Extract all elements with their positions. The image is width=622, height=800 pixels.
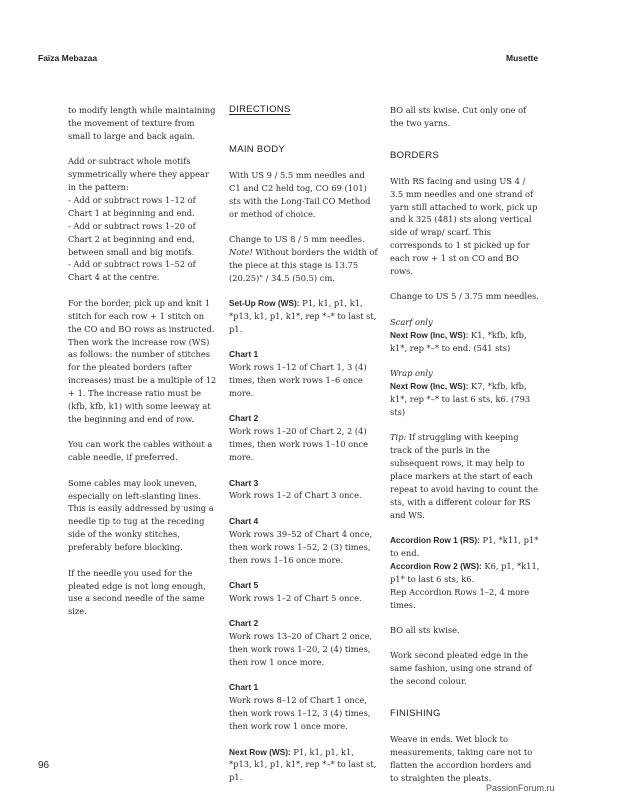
row-label: Set-Up Row (WS):	[229, 298, 300, 309]
variant-label: Wrap only	[390, 368, 433, 379]
text: - Add or subtract rows 1–52 of Chart 4 at the centre.	[68, 259, 196, 283]
text: P1, k1, p1, k1, *p13, k1, p1, k1*, rep *–* to last st, p1.	[229, 298, 377, 334]
variant-label: Scarf only	[390, 316, 433, 327]
text: Work rows 1–2 of Chart 3 once.	[229, 490, 362, 501]
instruction-block	[229, 477, 379, 503]
chart-heading: Chart 2	[229, 618, 259, 629]
section-heading-directions: DIRECTIONS	[229, 104, 291, 115]
row-label: Next Row (Inc, WS):	[390, 329, 469, 340]
note-label: Note!	[229, 246, 253, 257]
chart-heading: Chart 3	[229, 477, 259, 488]
tip-label: Tip:	[390, 432, 407, 443]
pattern-title: Musette	[506, 53, 539, 63]
text: Change to US 8 / 5 mm needles.	[229, 233, 365, 244]
paragraph: You can work the cables without a cable needle, if preferred.	[68, 439, 213, 463]
paragraph: With US 9 / 5.5 mm needles and C1 and C2 held tog, CO 69 (101) sts with the Long-Tail CO Method or method of choice.	[229, 169, 371, 219]
text: P1, *k11, p1* to end.	[390, 535, 539, 558]
instruction-setup-row	[229, 297, 379, 336]
text: - Add or subtract rows 1–12 of Chart 1 at beginning and end.	[68, 194, 196, 218]
watermark: PassionForum.ru	[486, 783, 555, 793]
instruction-block	[229, 617, 379, 669]
instruction-block	[229, 348, 379, 400]
text: Work rows 1–20 of Chart 2, 2 (4) times, then work rows 1–10 once more.	[229, 426, 369, 463]
text: Work rows 8–12 of Chart 1 once, then work rows 1–12, 3 (4) times, then work row 1 once more.	[229, 695, 371, 732]
chart-heading: Chart 1	[229, 682, 259, 693]
row-label: Accordion Row 1 (RS):	[390, 535, 480, 546]
text: Without borders the width of the piece at this stage is 13.75 (20.25)" / 34.5 (50.5) cm.	[229, 246, 378, 283]
row-label: Next Row (WS):	[229, 746, 291, 757]
row-label: Next Row (Inc, WS):	[390, 381, 469, 391]
instruction-next-row	[229, 746, 379, 785]
text: K1, *kfb, kfb, k1*, rep *–* to end. (541 sts)	[390, 329, 527, 353]
text: Add or subtract whole motifs symmetrically where they appear in the pattern:	[68, 156, 209, 193]
text: P1, k1, p1, k1, *p13, k1, p1, k1*, rep *–* to last st, p1.	[229, 746, 377, 783]
chart-heading: Chart 2	[229, 413, 259, 424]
row-label: Accordion Row 2 (WS):	[390, 560, 482, 571]
paragraph: BO all sts kwise. Cut only one of the two yarns.	[390, 105, 527, 128]
section-heading-main-body: MAIN BODY	[229, 143, 286, 155]
instruction-block	[229, 579, 379, 605]
text: Work rows 1–2 of Chart 5 once.	[229, 592, 362, 603]
instruction-scarf	[390, 316, 540, 355]
tip	[390, 431, 540, 521]
paragraph: With RS facing and using US 4 / 3.5 mm needles and one strand of yarn still attached to work, pick up and k 325 (481) sts along vertical side of wrap/ scarf. This corresponds to 1 st picked up for each row + 1 st on CO and BO rows.	[390, 175, 538, 277]
paragraph: Work second pleated edge in the same fashion, using one strand of the second colour.	[390, 650, 532, 687]
text: Work rows 13–20 of Chart 2 once, then work rows 1–20, 2 (4) times, then row 1 once more.	[229, 631, 373, 667]
section-heading-borders: BORDERS	[390, 149, 440, 161]
paragraph: to modify length while maintaining the movement of texture from small to large and back again.	[68, 105, 216, 141]
paragraph: BO all sts kwise.	[390, 625, 460, 635]
paragraph	[68, 155, 218, 284]
paragraph: Change to US 5 / 3.75 mm needles.	[390, 291, 539, 302]
instruction-block	[229, 681, 379, 733]
instruction-block	[229, 515, 379, 567]
paragraph: If the needle you used for the pleated edge is not long enough, use a second needle of the same size.	[68, 567, 206, 617]
instruction-wrap	[390, 367, 540, 419]
text: K6, p1, *k11, p1* to last 6 sts, k6.	[390, 560, 540, 584]
instruction-block	[229, 412, 379, 464]
text: Work rows 39–52 of Chart 4 once, then work rows 1–52, 2 (3) times, then rows 1–16 once more.	[229, 528, 373, 565]
column-directions	[229, 104, 379, 797]
chart-heading: Chart 4	[229, 515, 259, 526]
chart-heading: Chart 5	[229, 579, 259, 590]
column-notes	[68, 104, 218, 631]
text: Rep Accordion Rows 1–2, 4 more times.	[390, 586, 530, 610]
author-name: Faïza Mebazaa	[38, 53, 98, 63]
text: K7, *kfb, kfb, k1*, rep *–* to last 6 sts, k6. (793 sts)	[390, 381, 531, 417]
instruction-accordion	[390, 534, 540, 611]
paragraph	[229, 233, 379, 285]
section-heading-finishing: FINISHING	[390, 708, 441, 720]
chart-heading: Chart 1	[229, 349, 259, 360]
page-number: 96	[38, 760, 50, 771]
column-borders	[390, 104, 540, 797]
paragraph: For the border, pick up and knit 1 stitch for each row + 1 stitch on the CO and BO rows as instructed. Then work the increase row (WS) as follows: the number of stitches for the pleated borders (after increases) must be a multiple of 12 + 1. The increase ratio must be (kfb, kfb, k1) with some leeway at the beginning and end of row.	[68, 297, 217, 424]
paragraph: Weave in ends. Wet block to measurements, taking care not to flatten the accordion borders and to straighten the pleats.	[390, 734, 533, 783]
text: Work rows 1–12 of Chart 1, 3 (4) times, then work rows 1–6 once more.	[229, 362, 367, 398]
text: If struggling with keeping track of the purls in the subsequent rows, it may help to place markers at the start of each repeat to avoid having to count the sts, with a different colour for RS and WS.	[390, 432, 538, 520]
text: - Add or subtract rows 1–20 of Chart 2 at beginning and end, between small and big motifs.	[68, 220, 196, 257]
paragraph: Some cables may look uneven, especially on left-slanting lines. This is easily addressed by using a needle tip to tug at the receding side of the wonky stitches, preferably before blocking.	[68, 477, 214, 553]
